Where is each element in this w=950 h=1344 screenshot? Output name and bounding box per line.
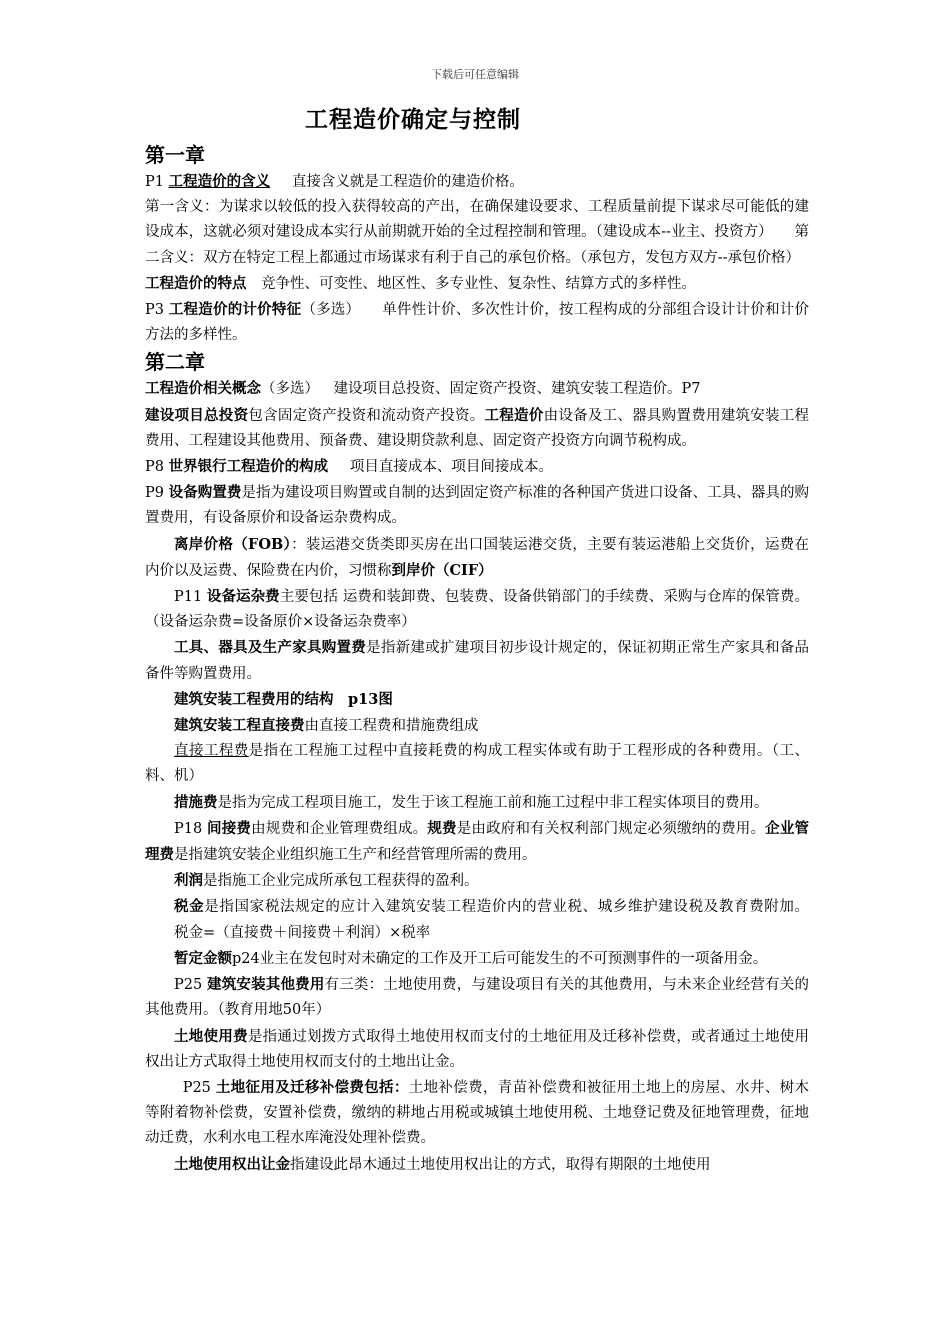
paragraph: 利润是指施工企业完成所承包工程获得的盈利。 [174,872,479,890]
term: 建筑安装工程直接费 [174,717,305,735]
term: 建筑安装其他费用 [207,976,325,994]
paragraph: 直接工程费是指在工程施工过程中直接耗费的构成工程实体或有助于工程形成的各种费用。（工、料、机） [145,743,809,785]
term: 工程造价相关概念 [145,380,261,398]
term: 工程造价的计价特征 [168,301,302,319]
paragraph: P1 工程造价的含义 直接含义就是工程造价的建造价格。 [145,173,524,190]
term: 利润 [174,872,203,890]
paragraph: 离岸价格（FOB）：装运港交货类即买房在出口国装运港交货，主要有装运港船上交货价，运费在内价以及运费、保险费在内价，习惯称到岸价（CIF） [145,535,809,579]
document-body [145,141,809,1178]
paragraph: 暂定金额p24业主在发包时对未确定的工作及开工后可能发生的不可预测事件的一项备用金。 [174,949,768,967]
term: 离岸价格（FOB） [174,535,292,553]
term: 世界银行工程造价的构成 [168,458,329,476]
term: 直接工程费 [174,743,249,760]
term: 企业管理费 [145,819,810,864]
paragraph: P25 建筑安装其他费用有三类：土地使用费，与建设项目有关的其他费用，与未来企业经营有关的其他费用。（教育用地50年） [145,976,810,1019]
term: 土地使用费 [174,1027,248,1045]
paragraph: 第一含义：为谋求以较低的投入获得较高的产出，在确保建设要求、工程质量前提下谋求尽可能低的建设成本，这就必须对建设成本实行从前期就开始的全过程控制和管理。（建设成本--业主、投资方） 第二含义：双方在特定工程上都通过市场谋求有利于自己的承包价格。（承包方，发包方双方--承包价格） [145,199,810,266]
term: 工程造价的含义 [168,173,271,190]
paragraph: P8 世界银行工程造价的构成 项目直接成本、项目间接成本。 [145,458,553,476]
paragraph [145,687,809,713]
term: 税金 [174,898,205,916]
term: 建筑安装工程费用的结构 p13图 [174,690,393,708]
term: 间接费 [207,819,252,837]
paragraph: 土地使用费是指通过划拨方式取得土地使用权而支付的土地征用及迁移补偿费，或者通过土地使用权出让方式取得土地使用权而支付的土地出让金。 [145,1027,810,1070]
paragraph: 措施费是指为完成工程项目施工，发生于该工程施工前和施工过程中非工程实体项目的费用。 [174,793,769,811]
term: 工具、器具及生产家具购置费 [174,639,367,657]
paragraph: P3 工程造价的计价特征（多选） 单件性计价、多次性计价，按工程构成的分部组合设计计价和计价方法的多样性。 [145,301,810,344]
term: 暂定金额 [174,949,232,967]
paragraph: P9 设备购置费是指为建设项目购置或自制的达到固定资产标准的各种国产货进口设备、工具、器具的购置费用，有设备原价和设备运杂费构成。 [145,484,810,527]
paragraph: 工程造价相关概念（多选） 建设项目总投资、固定资产投资、建筑安装工程造价。P7 [145,380,701,398]
term: 设备购置费 [168,484,242,502]
term: 土地征用及迁移补偿费包括： [215,1078,409,1096]
chapter-2-heading: 第二章 [145,350,205,375]
term: 土地使用权出让金 [174,1155,290,1173]
paragraph: 税金是指国家税法规定的应计入建筑安装工程造价内的营业税、城乡维护建设税及教育费附加。税金=（直接费＋间接费＋利润）×税率 [174,898,810,941]
term: 工程造价的特点 [145,274,247,292]
paragraph: P11 设备运杂费主要包括 运费和装卸费、包装费、设备供销部门的手续费、采购与仓库的保管费。（设备运杂费=设备原价×设备运杂费率） [145,588,809,631]
paragraph: 工程造价的特点 竞争性、可变性、地区性、多专业性、复杂性、结算方式的多样性。 [145,274,696,292]
term: 规费 [427,819,457,837]
term: 建设项目总投资 [145,406,249,424]
paragraph: P25 土地征用及迁移补偿费包括：土地补偿费，青苗补偿费和被征用土地上的房屋、水井、树木等附着物补偿费，安置补偿费，缴纳的耕地占用税或城镇土地使用税、土地登记费及征地管理费，征地动迁费，水利水电工程水库淹没处理补偿费。 [145,1078,809,1147]
document-title: 工程造价确定与控制 [305,106,521,133]
page-header: 下载后可任意编辑 [431,68,519,81]
paragraph: 工具、器具及生产家具购置费是指新建或扩建项目初步设计规定的，保证初期正常生产家具和备品备件等购置费用。 [145,639,810,682]
term: 工程造价 [484,406,544,424]
term: 措施费 [174,793,218,811]
paragraph: 土地使用权出让金指建设此昂木通过土地使用权出让的方式，取得有期限的土地使用 [174,1155,711,1173]
paragraph: 建设项目总投资包含固定资产投资和流动资产投资。工程造价由设备及工、器具购置费用建筑安装工程费用、工程建设其他费用、预备费、建设期贷款利息、固定资产投资方向调节税构成。 [145,406,810,449]
chapter-1-heading: 第一章 [145,143,205,167]
term: 到岸价（CIF） [391,561,493,579]
paragraph: P18 间接费由规费和企业管理费组成。规费是由政府和有关权利部门规定必须缴纳的费用。企业管理费是指建筑安装企业组织施工生产和经营管理所需的费用。 [145,819,810,864]
paragraph: 建筑安装工程直接费由直接工程费和措施费组成 [174,717,479,735]
term: 设备运杂费 [206,588,280,606]
